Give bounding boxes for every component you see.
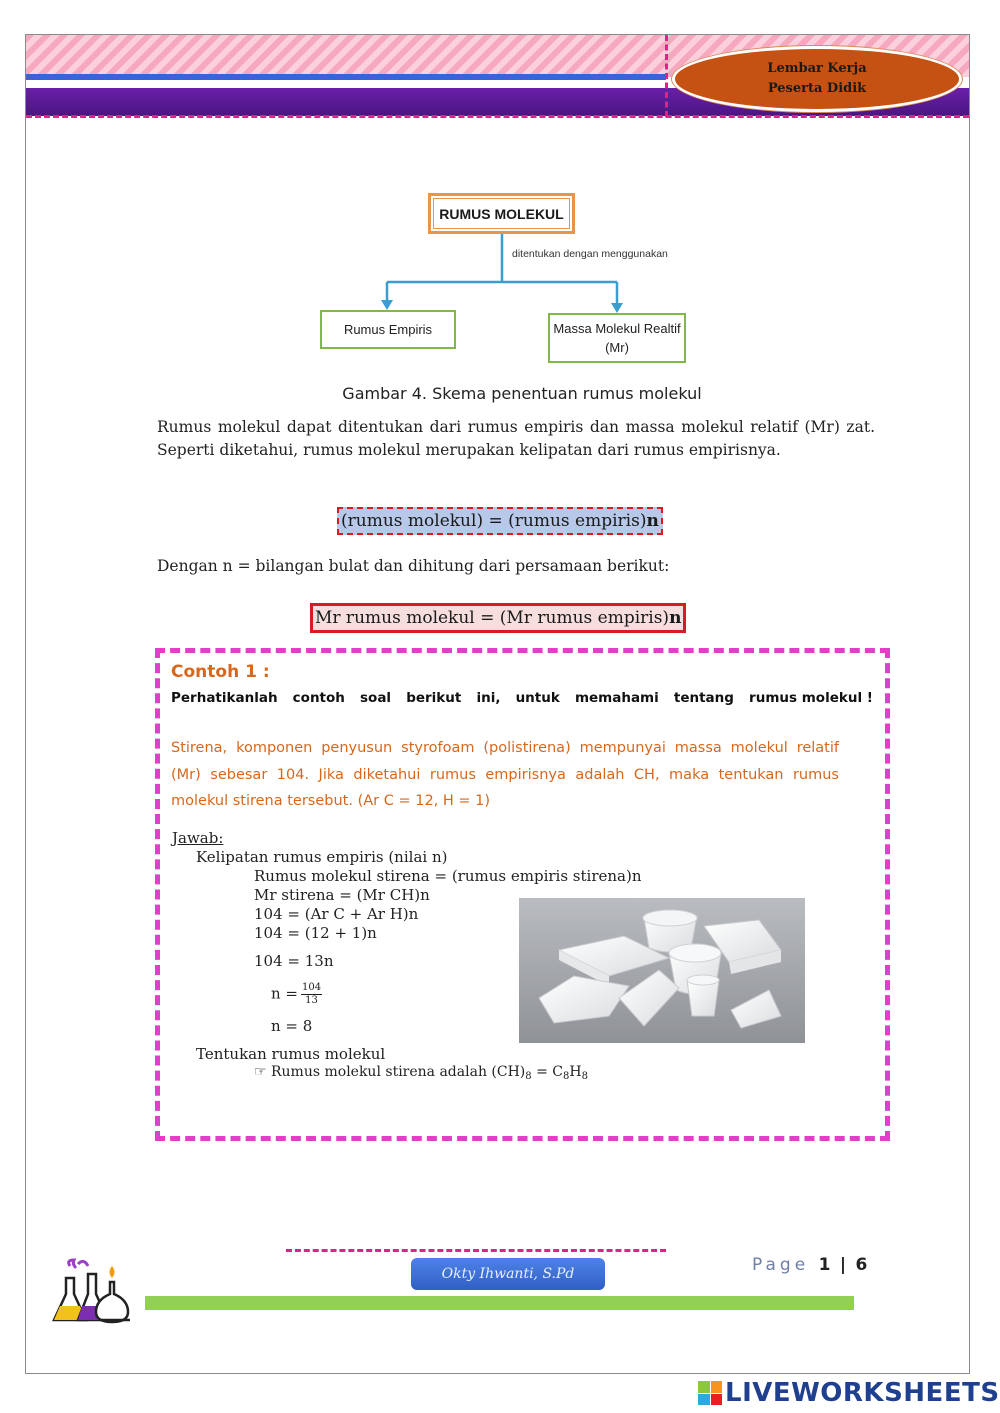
final-mid: = C xyxy=(531,1064,563,1080)
worksheet-badge xyxy=(672,46,962,112)
figure-caption: Gambar 4. Skema penentuan rumus molekul xyxy=(342,384,702,403)
instruction-word: rumus molekul ! xyxy=(749,690,873,706)
instruction-word: tentang xyxy=(673,690,734,706)
formula1-text: (rumus molekul) = (rumus empiris) xyxy=(341,511,647,531)
intro-paragraph: Rumus molekul dapat ditentukan dari rumus empiris dan massa molekul relatif (Mr) zat. Seperti diketahui, rumus molekul merupakan kelipatan dari rumus empirisnya. xyxy=(157,418,875,459)
diagram-left-label: Rumus Empiris xyxy=(343,322,433,337)
fraction xyxy=(301,982,322,1007)
instruction-word: Perhatikanlah xyxy=(171,690,278,706)
diagram-left-box xyxy=(320,310,456,349)
diagram-main-label: RUMUS MOLEKUL xyxy=(439,205,564,222)
answer-heading: Jawab: xyxy=(172,829,224,847)
page-separator: | xyxy=(839,1255,847,1275)
example-question: Stirena, komponen penyusun styrofoam (polistirena) mempunyai massa molekul relatif (Mr) sebesar 104. Jika diketahui rumus empirisnya adalah CH, maka tentukan rumus molekul stirena tersebut. (Ar C = 12, H = 1) xyxy=(171,740,839,809)
n-definition: Dengan n = bilangan bulat dan dihitung dari persamaan berikut: xyxy=(157,557,670,575)
solution-fraction xyxy=(271,982,322,1007)
footer-dashed-line xyxy=(286,1249,666,1252)
header-dashed-divider xyxy=(665,35,668,117)
page-label: Page xyxy=(752,1255,810,1275)
fraction-numerator: 104 xyxy=(302,982,322,993)
diagram-right-label-1: Massa Molekul Realtif xyxy=(553,321,681,336)
final-sub-3: 8 xyxy=(581,1071,588,1082)
diagram-right-box xyxy=(548,313,686,363)
instruction-word: untuk xyxy=(515,690,560,706)
diagram-main-box xyxy=(428,193,575,234)
connector-label: ditentukan dengan menggunakan xyxy=(512,248,668,260)
formula-rumus-molekul xyxy=(337,507,663,535)
styrofoam-photo xyxy=(519,898,805,1043)
final-sub-1: 8 xyxy=(525,1071,532,1082)
formula2-text: Mr rumus molekul = (Mr rumus empiris) xyxy=(315,608,670,628)
header-dashed-line xyxy=(26,115,969,118)
solution-line-2: Mr stirena = (Mr CH)n xyxy=(254,886,430,904)
formula-mr xyxy=(310,603,686,633)
example-title: Contoh 1 : xyxy=(171,662,270,682)
formula1-n: n xyxy=(646,511,659,531)
footer-green-bar xyxy=(145,1296,854,1310)
example-instruction xyxy=(171,690,873,706)
solution-line-4: 104 = (12 + 1)n xyxy=(254,924,377,942)
chemistry-flask-icon xyxy=(52,1258,132,1326)
badge-line-1: Lembar Kerja xyxy=(767,61,867,76)
fraction-denominator: 13 xyxy=(305,995,318,1006)
final-h: H xyxy=(569,1064,582,1080)
final-sub-2: 8 xyxy=(562,1071,570,1082)
instruction-word: soal xyxy=(360,690,392,706)
solution-line-1: Rumus molekul stirena = (rumus empiris stirena)n xyxy=(254,867,642,885)
solution-result: n = 8 xyxy=(271,1017,313,1035)
page-total: 6 xyxy=(855,1255,868,1275)
fraction-prefix: n = xyxy=(271,984,298,1003)
page-number xyxy=(752,1255,867,1275)
liveworksheets-logo-icon xyxy=(698,1381,722,1405)
page-current: 1 xyxy=(818,1255,831,1275)
final-prefix: ☞ Rumus molekul stirena adalah (CH) xyxy=(254,1064,526,1080)
badge-line-2: Peserta Didik xyxy=(767,81,867,96)
solution-step-2: Tentukan rumus molekul xyxy=(196,1045,386,1063)
instruction-word: contoh xyxy=(292,690,345,706)
diagram-right-label-2: (Mr) xyxy=(605,340,629,355)
author-badge: Okty Ihwanti, S.Pd xyxy=(411,1258,605,1290)
solution-line-3: 104 = (Ar C + Ar H)n xyxy=(254,905,419,923)
liveworksheets-logo xyxy=(698,1378,1000,1408)
liveworksheets-brand: LIVEWORKSHEETS xyxy=(725,1378,1000,1408)
formula2-n: n xyxy=(669,608,682,628)
header-blue-line xyxy=(26,74,666,80)
solution-final xyxy=(254,1064,588,1082)
instruction-word: memahami xyxy=(574,690,659,706)
instruction-word: berikut xyxy=(406,690,462,706)
solution-line-5: 104 = 13n xyxy=(254,952,334,970)
instruction-word: ini, xyxy=(476,690,501,706)
solution-step-1: Kelipatan rumus empiris (nilai n) xyxy=(196,848,448,866)
